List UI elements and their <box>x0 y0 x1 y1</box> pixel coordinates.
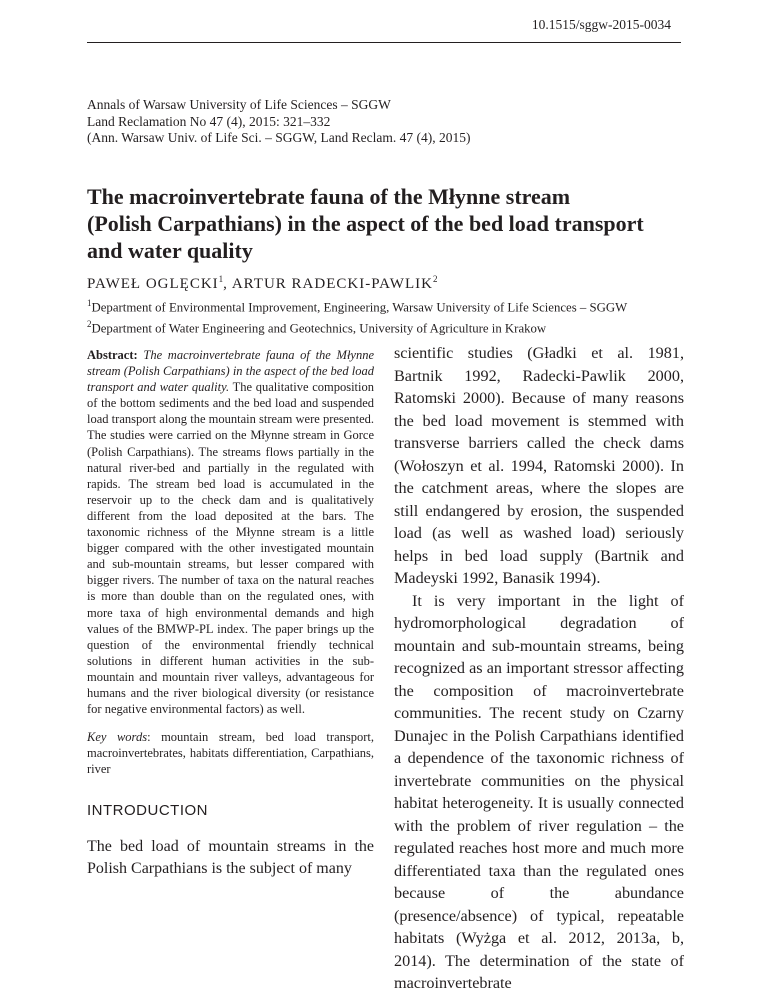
affiliation-1-sup: 1 <box>87 298 92 308</box>
journal-line-3: (Ann. Warsaw Univ. of Life Sci. – SGGW, Land Reclam. 47 (4), 2015) <box>87 130 471 145</box>
introduction-heading: INTRODUCTION <box>87 802 208 820</box>
author-separator: , <box>223 276 232 292</box>
affiliation-1 <box>87 295 627 316</box>
author-1-sup: 1 <box>218 274 224 284</box>
abstract-label: Abstract: <box>87 348 138 362</box>
abstract-title: The macroinvertebrate fauna of the Młynne stream (Polish Carpathians) in the aspect of the bed load transport and water quality. <box>87 348 375 395</box>
abstract-body: The qualitative composition of the bottom sediments and the bed load and suspended load transport along the mountain stream were presented. The studies were carried on the Młynne stream in Gorce (Polish Carpathians). The streams flows partially in the natural river-bed and partially in the regulated with rapids. The stream bed load is accumulated in the reservoir up to the check dam and is qualitatively different from the load deposited at the bars. The taxonomic richness of the Młynne stream is a little bigger compared with the other investigated mountain and sub-mountain streams, but lesser compared with bigger rivers. The number of taxa on the natural reaches is more than double than on the regulated ones, with more taxa of high environmental demands and high values of the BMWP-PL index. The paper brings up the question of the environmental friendly technical solutions in different human activities in the sub-mountain and mountain river valleys, advantageous for humans and the river biological diversity (or resistance for negative environmental factors) as well. <box>87 380 375 717</box>
journal-info <box>87 97 470 147</box>
doi: 10.1515/sggw-2015-0034 <box>531 17 671 32</box>
author-1: PAWEŁ OGLĘCKI <box>87 276 219 292</box>
journal-line-1: Annals of Warsaw University of Life Sciences – SGGW <box>87 97 391 112</box>
keywords-label: Key words <box>87 730 148 745</box>
left-column <box>87 347 374 881</box>
author-2-sup: 2 <box>432 274 438 284</box>
header-rule <box>87 42 681 43</box>
paper-title <box>87 183 687 264</box>
authors <box>87 274 437 293</box>
title-line-1: The macroinvertebrate fauna of the Młynne stream <box>87 184 571 209</box>
right-column <box>394 342 684 995</box>
affiliation-2 <box>87 316 627 337</box>
introduction-para-2: It is very important in the light of hydromorphological degradation of mountain and sub-mountain streams, being recognized as an important stressor affecting the composition of macroinvertebrate communities. The recent study on Czarny Dunajec in the Polish Carpathians identified a dependence of the taxonomic richness of invertebrate communities on the physical habitat heterogeneity. It is usually connected with the problem of river regulation – the regulated reaches host more and much more differentiated taxa than the regulated ones because of the abundance (presence/absence) of typical, repeatable habitats (Wyżga et al. 2012, 2013a, b, 2014). The determination of the state of macroinvertebrate <box>394 591 684 992</box>
affiliation-2-sup: 2 <box>87 318 92 329</box>
affiliation-2-text: Department of Water Engineering and Geotechnics, University of Agriculture in Krakow <box>91 321 547 336</box>
affiliation-1-text: Department of Environmental Improvement, Engineering, Warsaw University of Life Sciences – SGGW <box>91 300 628 315</box>
affiliations <box>87 295 627 337</box>
keywords <box>87 729 374 777</box>
introduction-para-1-start: The bed load of mountain streams in the Polish Carpathians is the subject of many <box>87 837 374 878</box>
title-line-3: and water quality <box>87 238 253 263</box>
journal-line-2: Land Reclamation No 47 (4), 2015: 321–332 <box>87 113 331 129</box>
title-line-2: (Polish Carpathians) in the aspect of the bed load transport <box>87 211 644 236</box>
keywords-text: : mountain stream, bed load transport, macroinvertebrates, habitats differentiation, Carpathians, river <box>87 730 374 777</box>
abstract <box>87 347 374 717</box>
author-2: ARTUR RADECKI-PAWLIK <box>231 276 433 292</box>
introduction-para-1-cont: scientific studies (Gładki et al. 1981, Bartnik 1992, Radecki-Pawlik 2000, Ratomski 2000). Because of many reasons the bed load movement is stemmed with transverse barriers called the check dams (Wołoszyn et al. 1994, Ratomski 2000). In the catchment areas, where the slopes are still endangered by erosion, the suspended load (as well as washed load) seriously helps in bed load supply (Bartnik and Madeyski 1992, Banasik 1994). <box>394 344 684 587</box>
